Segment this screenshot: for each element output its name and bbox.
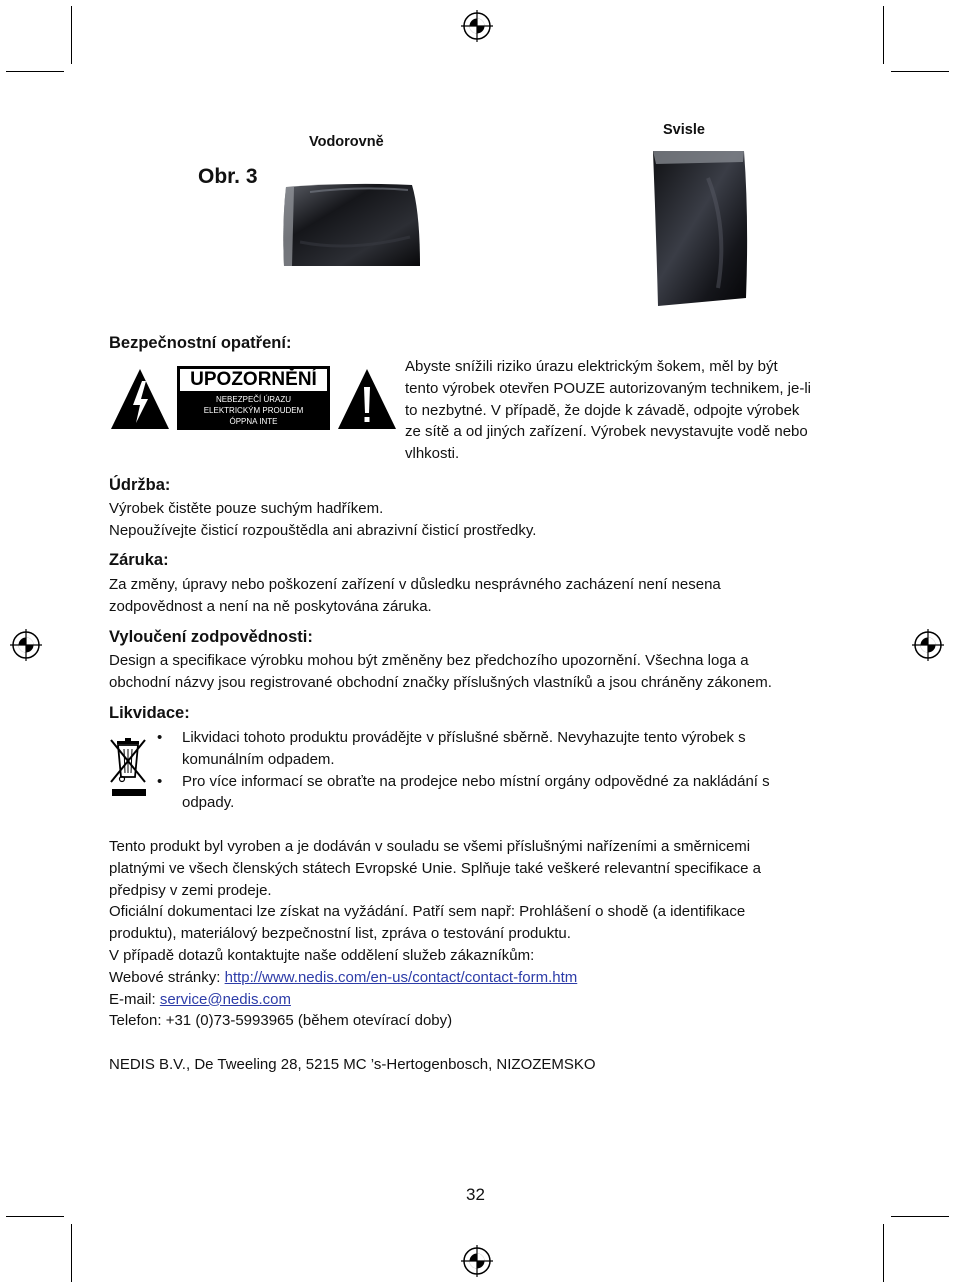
registration-mark-icon bbox=[10, 629, 42, 661]
registration-mark-icon bbox=[461, 1245, 493, 1277]
antenna-horizontal-image bbox=[280, 182, 424, 268]
text-line: Nepoužívejte čisticí rozpouštědla ani abrazivní čisticí prostředky. bbox=[109, 521, 537, 539]
phone-line: Telefon: +31 (0)73-5993965 (během otevírací doby) bbox=[109, 1012, 453, 1030]
warranty-heading: Záruka: bbox=[109, 551, 169, 569]
text-line: Za změny, úpravy nebo poškození zařízení v důsledku nesprávného zacházení není nesena bbox=[109, 576, 721, 593]
crop-mark bbox=[891, 1216, 949, 1217]
safety-text bbox=[405, 356, 811, 465]
text-line: platnými ve všech členských státech Evropské Unie. Splňuje také veškeré relevantní specifikace a bbox=[109, 859, 761, 877]
email-line bbox=[109, 989, 761, 1011]
disposal-heading: Likvidace: bbox=[109, 704, 190, 722]
antenna-vertical-image bbox=[648, 148, 750, 308]
website-label: Webové stránky: bbox=[109, 968, 225, 986]
website-link[interactable]: http://www.nedis.com/en-us/contact/contact-form.htm bbox=[224, 968, 578, 986]
crop-mark bbox=[6, 71, 64, 72]
text-line: Tento produkt byl vyroben a je dodáván v souladu se všemi příslušnými nařízeními a směrnicemi bbox=[109, 838, 751, 855]
warning-line: NEBEZPEČÍ ÚRAZU bbox=[215, 395, 292, 404]
maintenance-heading: Údržba: bbox=[109, 476, 171, 494]
email-link[interactable]: service@nedis.com bbox=[159, 990, 291, 1008]
exclamation-warning-icon bbox=[336, 367, 398, 431]
text-line: Likvidaci tohoto produktu provádějte v příslušné sběrně. Nevyhazujte tento výrobek s bbox=[182, 729, 746, 746]
text-line: Abyste snížili riziko úrazu elektrickým šokem, měl by být bbox=[405, 358, 778, 375]
website-line bbox=[109, 967, 761, 989]
text-line: Pro více informací se obraťte na prodejce nebo místní orgány odpovědné za nakládání s bbox=[182, 772, 770, 790]
warning-line: ELEKTRICKÝM PROUDEM bbox=[203, 406, 304, 415]
warning-title: UPOZORNĚNÍ bbox=[180, 369, 327, 391]
text-line: Design a specifikace výrobku mohou být změněny bez předchozího upozornění. Všechna loga a bbox=[109, 652, 749, 669]
warning-line: ÓPPNA INTE bbox=[229, 417, 278, 426]
disclaimer-text bbox=[109, 650, 772, 694]
text-line: obchodní názvy jsou registrované obchodní značky příslušných vlastníků a jsou chráněny zákonem. bbox=[109, 673, 772, 691]
bullet-icon: • bbox=[157, 729, 163, 746]
compliance-text bbox=[109, 836, 761, 1032]
text-line: komunálním odpadem. bbox=[182, 750, 335, 768]
warranty-text bbox=[109, 574, 721, 618]
list-item bbox=[109, 727, 849, 771]
label-vertical: Svisle bbox=[663, 122, 705, 138]
text-line: produktu), materiálový bezpečnostní list, zpráva o testování produktu. bbox=[109, 925, 571, 943]
text-line: tento výrobek otevřen POUZE autorizovaným technikem, je-li bbox=[405, 379, 812, 397]
crop-mark bbox=[6, 1216, 64, 1217]
registration-mark-icon bbox=[461, 10, 493, 42]
text-line: ze sítě a od jiných zařízení. Výrobek nevystavujte vodě nebo bbox=[405, 423, 808, 441]
crop-mark bbox=[71, 6, 72, 64]
company-address: NEDIS B.V., De Tweeling 28, 5215 MC ’s-Hertogenbosch, NIZOZEMSKO bbox=[109, 1056, 596, 1073]
email-label: E-mail: bbox=[109, 990, 160, 1008]
crop-mark bbox=[883, 1224, 884, 1282]
disclaimer-heading: Vyloučení zodpovědnosti: bbox=[109, 628, 313, 646]
safety-heading: Bezpečnostní opatření: bbox=[109, 334, 292, 352]
text-line: vlhkosti. bbox=[405, 445, 460, 463]
disposal-list bbox=[109, 727, 849, 814]
registration-mark-icon bbox=[912, 629, 944, 661]
crop-mark bbox=[891, 71, 949, 72]
warning-label-box bbox=[177, 366, 330, 430]
bullet-icon: • bbox=[157, 772, 163, 790]
list-item bbox=[109, 771, 849, 815]
text-line: Oficiální dokumentaci lze získat na vyžádání. Patří sem např: Prohlášení o shodě (a identifikace bbox=[109, 903, 746, 921]
crop-mark bbox=[883, 6, 884, 64]
text-line: V případě dotazů kontaktujte naše oddělení služeb zákazníkům: bbox=[109, 946, 535, 964]
text-line: předpisy v zemi prodeje. bbox=[109, 881, 272, 899]
lightning-warning-icon bbox=[109, 367, 171, 431]
maintenance-text bbox=[109, 498, 536, 542]
figure-title: Obr. 3 bbox=[198, 165, 258, 188]
text-line: Výrobek čistěte pouze suchým hadříkem. bbox=[109, 500, 384, 517]
text-line: zodpovědnost a není na ně poskytována záruka. bbox=[109, 597, 432, 615]
crop-mark bbox=[71, 1224, 72, 1282]
text-line: odpady. bbox=[182, 794, 235, 812]
page-number: 32 bbox=[466, 1185, 485, 1204]
label-horizontal: Vodorovně bbox=[309, 134, 384, 150]
text-line: to nezbytné. V případě, že dojde k závadě, odpojte výrobek bbox=[405, 401, 800, 419]
